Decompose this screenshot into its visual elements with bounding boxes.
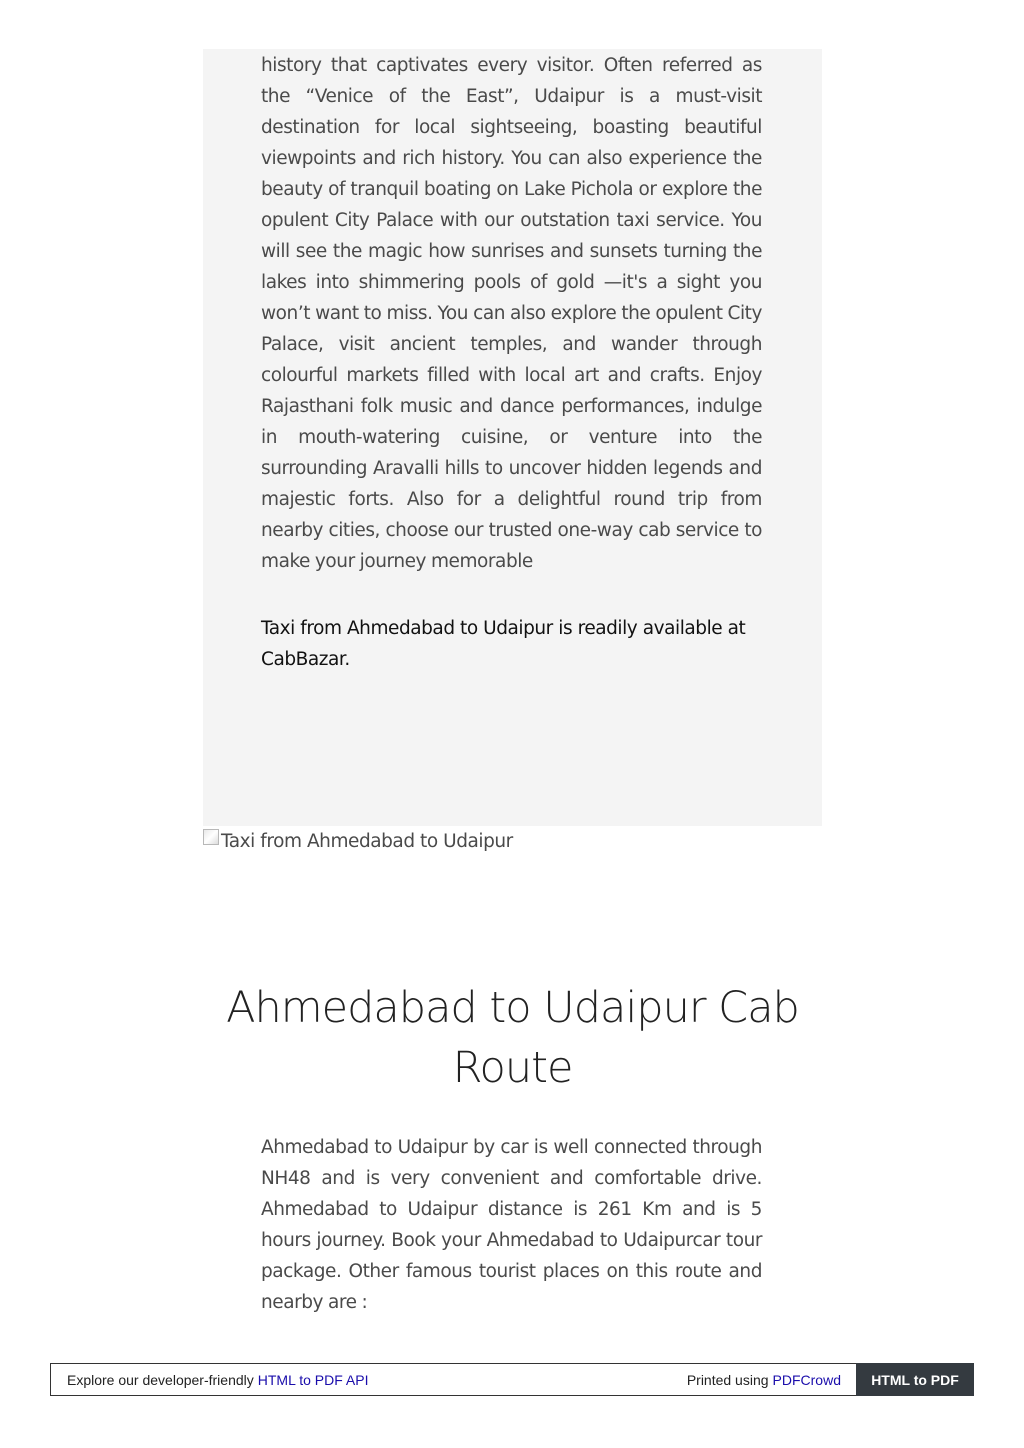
footer-right-text: Printed using (686, 1371, 769, 1388)
broken-image-icon (203, 829, 219, 845)
pdfcrowd-link[interactable]: PDFCrowd (772, 1371, 841, 1388)
html-to-pdf-button[interactable]: HTML to PDF (856, 1363, 974, 1396)
availability-note: Taxi from Ahmedabad to Udaipur is readily available at CabBazar. (261, 618, 746, 670)
udaipur-intro-paragraph: history that captivates every visitor. Often referred as the “Venice of the East”, Udaipur is a must-visit destination for local sightseeing, boasting beautiful viewpoints and rich history. You can also experience the beauty of tranquil boating on Lake Pichola or explore the opulent City Palace with our outstation taxi service. You will see the magic how sunrises and sunsets turning the lakes into shimmering pools of gold —it's a sight you won’t want to miss. You can also explore the opulent City Palace, visit ancient temples, and wander through colourful markets filled with local art and crafts. Enjoy Rajasthani folk music and dance performances, indulge in mouth-watering cuisine, or venture into the surrounding Aravalli hills to uncover hidden legends and majestic forts. Also for a delightful round trip from nearby cities, choose our trusted one-way cab service to make your journey memorable (261, 55, 762, 572)
footer-left-text: Explore our developer-friendly (67, 1371, 254, 1388)
route-paragraph: Ahmedabad to Udaipur by car is well connected through NH48 and is very convenient and comfortable drive. Ahmedabad to Udaipur distance is 261 Km and is 5 hours journey. Book your Ahmedabad to Udaipurcar tour package. Other famous tourist places on this route and nearby are : (261, 1137, 762, 1313)
footer-left-section (51, 1364, 687, 1395)
route-heading: Ahmedabad to Udaipur Cab Route (226, 983, 799, 1093)
route-image (203, 826, 513, 856)
route-image-alt-text: Taxi from Ahmedabad to Udaipur (221, 830, 513, 852)
footer-right-section (687, 1364, 856, 1395)
html-to-pdf-api-link[interactable]: HTML to PDF API (257, 1371, 369, 1388)
pdf-footer-bar (50, 1363, 974, 1396)
